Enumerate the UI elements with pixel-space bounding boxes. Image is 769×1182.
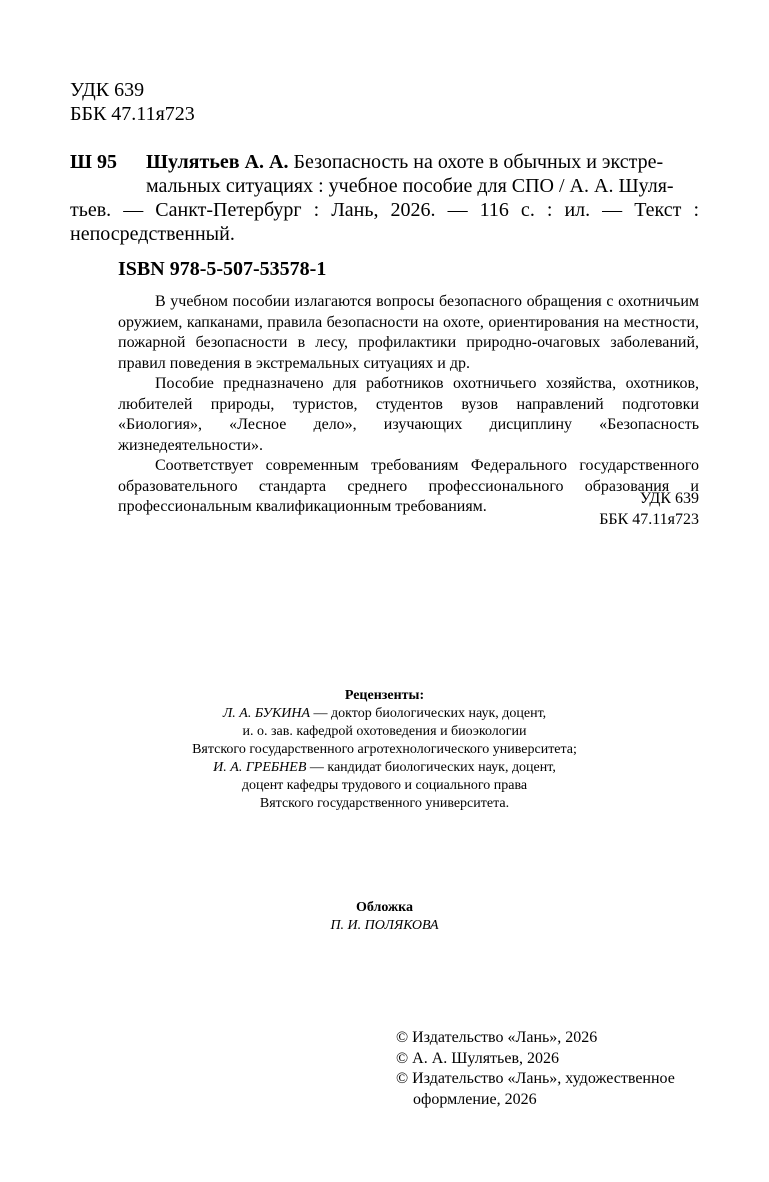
reviewer-1-name: Л. А. БУКИНА <box>222 706 311 721</box>
classification-bottom <box>599 488 699 530</box>
annotation-paragraph-1: В учебном пособии излагаются вопросы безопасного обращения с охотничьим оружием, капканами, правила безопасности на охоте, ориентирования на местности, пожарной безопасности в лесу, профилактики природно-очаговых заболеваний, правил поведения в экстремальных ситуациях и др. <box>118 293 699 372</box>
bbk-code: ББК 47.11я723 <box>70 103 195 125</box>
reviewer-1 <box>0 705 769 723</box>
reviewer-2-title: — кандидат биологических наук, доцент, <box>306 760 556 775</box>
classification-top <box>70 78 195 126</box>
copyright-author: © А. А. Шулятьев, 2026 <box>396 1049 559 1067</box>
cover-heading: Обложка <box>355 900 414 915</box>
author-name: Шулятьев А. А. <box>146 151 289 173</box>
udk-code-bottom: УДК 639 <box>639 490 699 507</box>
copyright-design-cont: оформление, 2026 <box>413 1090 537 1108</box>
title-line-2: мальных ситуациях : учебное пособие для СПО / А. А. Шуля- <box>146 175 674 197</box>
annotation <box>118 292 699 518</box>
isbn: ISBN 978-5-507-53578-1 <box>118 258 327 280</box>
title-description <box>146 150 699 198</box>
author-sign: Ш 95 <box>70 151 117 173</box>
reviewer-2-position: доцент кафедры трудового и социального права <box>241 778 528 793</box>
copyright-block <box>396 1028 675 1110</box>
copyright-design: © Издательство «Лань», художественное <box>396 1070 675 1087</box>
udk-code: УДК 639 <box>70 79 145 101</box>
reviewer-2 <box>0 759 769 777</box>
reviewer-2-name: И. А. ГРЕБНЕВ <box>213 760 307 775</box>
cover-designer: П. И. ПОЛЯКОВА <box>330 918 439 933</box>
title-line-1: Безопасность на охоте в обычных и экстре- <box>293 151 664 173</box>
reviewers-block <box>0 687 769 813</box>
copyright-publisher: © Издательство «Лань», 2026 <box>396 1029 598 1046</box>
annotation-paragraph-2: Пособие предназначено для работников охотничьего хозяйства, охотников, любителей природы, туристов, студентов вузов направлений подготовки «Биология», «Лесное дело», изучающих дисциплину «Безопасность жизнедеятельности». <box>118 375 699 454</box>
cover-credit <box>0 899 769 935</box>
reviewer-2-university: Вятского государственного университета. <box>259 796 510 811</box>
bibliographic-record <box>70 150 699 246</box>
reviewer-1-university: Вятского государственного агротехнологического университета; <box>192 742 577 757</box>
reviewer-1-title: — доктор биологических наук, доцент, <box>310 706 547 721</box>
reviewer-1-position: и. о. зав. кафедрой охотоведения и биоэкологии <box>242 724 527 739</box>
reviewers-heading: Рецензенты: <box>344 688 425 703</box>
annotation-paragraph-3: Соответствует современным требованиям Федерального государственного образовательного стандарта среднего профессионального образования и профессиональным квалификационным требованиям. <box>118 457 699 515</box>
bbk-code-bottom: ББК 47.11я723 <box>599 511 699 528</box>
publication-details: тьев. — Санкт-Петербург : Лань, 2026. — 116 с. : ил. — Текст : непосредственный. <box>70 199 699 245</box>
